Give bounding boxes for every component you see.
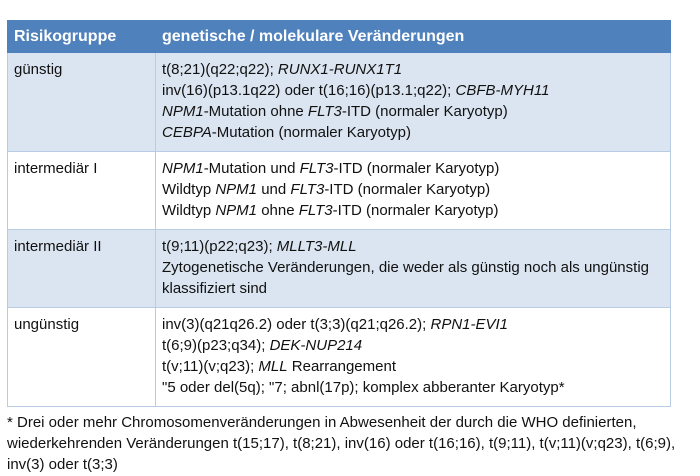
change-text: inv(3)(q21q26.2) oder t(3;3)(q21;q26.2); (162, 316, 431, 333)
change-line (162, 101, 664, 122)
change-line (162, 59, 664, 80)
table-row (8, 308, 671, 407)
genetic-changes-cell (156, 308, 671, 407)
change-line (162, 200, 664, 221)
change-text: -Mutation ohne (203, 103, 308, 120)
gene-name: NPM1 (162, 103, 204, 120)
genetic-changes-cell (156, 230, 671, 308)
change-text: t(9;11)(p22;q23); (162, 238, 277, 255)
change-line (162, 356, 664, 377)
footnote: * Drei oder mehr Chromosomenveränderungen in Abwesenheit der durch die WHO definierten, wiederkehrenden Veränderungen t(15;17), t(8;21), inv(16) oder t(16;16), t(9;11), t(v;11)(v;q23), t(6;9), inv(3) oder t(3;3) (7, 414, 676, 473)
gene-name: DEK-NUP214 (269, 337, 363, 354)
gene-name: MLLT3-MLL (276, 238, 357, 255)
change-text: und (257, 181, 291, 198)
change-line (162, 335, 664, 356)
change-text: Zytogenetische Veränderungen, die weder als günstig noch als ungünstig klassifiziert sind (162, 259, 649, 297)
change-text: t(8;21)(q22;q22); (162, 61, 278, 78)
change-line (162, 80, 664, 101)
change-line (162, 314, 664, 335)
change-line (162, 257, 664, 299)
risk-table (7, 20, 671, 407)
change-text: Wildtyp (162, 181, 216, 198)
change-text: -ITD (normaler Karyotyp) (324, 181, 491, 198)
change-text: ohne (257, 202, 299, 219)
table-body (8, 53, 671, 407)
risk-group-cell: intermediär I (8, 152, 156, 230)
change-text: -ITD (normaler Karyotyp) (341, 103, 508, 120)
change-text: -Mutation (normaler Karyotyp) (211, 124, 411, 141)
change-line (162, 377, 664, 398)
change-text: -ITD (normaler Karyotyp) (333, 160, 500, 177)
gene-name: RPN1-EVI1 (430, 316, 509, 333)
risk-group-cell: ungünstig (8, 308, 156, 407)
header-genetic-changes: genetische / molekulare Veränderungen (156, 21, 671, 53)
change-line (162, 122, 664, 143)
change-text: "5 oder del(5q); "7; abnl(17p); komplex abberanter Karyotyp* (162, 379, 565, 396)
change-text: t(v;11)(v;q23); (162, 358, 259, 375)
change-line (162, 179, 664, 200)
change-text: -ITD (normaler Karyotyp) (332, 202, 499, 219)
change-line (162, 158, 664, 179)
change-text: -Mutation und (203, 160, 300, 177)
header-row (8, 21, 671, 53)
gene-name: RUNX1-RUNX1T1 (277, 61, 403, 78)
gene-name: FLT3 (290, 181, 325, 198)
change-text: inv(16)(p13.1q22) oder t(16;16)(p13.1;q22); (162, 82, 456, 99)
change-text: Rearrangement (287, 358, 397, 375)
genetic-changes-cell (156, 53, 671, 152)
gene-name: NPM1 (215, 202, 258, 219)
change-text: t(6;9)(p23;q34); (162, 337, 270, 354)
gene-name: CBFB-MYH11 (455, 82, 550, 99)
table-row (8, 152, 671, 230)
table-row (8, 230, 671, 308)
gene-name: NPM1 (215, 181, 258, 198)
header-risk-group: Risikogruppe (8, 21, 156, 53)
change-line (162, 236, 664, 257)
gene-name: CEBPA (162, 124, 212, 141)
gene-name: MLL (258, 358, 288, 375)
risk-group-cell: günstig (8, 53, 156, 152)
table-row (8, 53, 671, 152)
change-text: Wildtyp (162, 202, 216, 219)
gene-name: FLT3 (298, 202, 333, 219)
gene-name: FLT3 (299, 160, 334, 177)
risk-group-cell: intermediär II (8, 230, 156, 308)
gene-name: NPM1 (162, 160, 204, 177)
genetic-changes-cell (156, 152, 671, 230)
gene-name: FLT3 (307, 103, 342, 120)
